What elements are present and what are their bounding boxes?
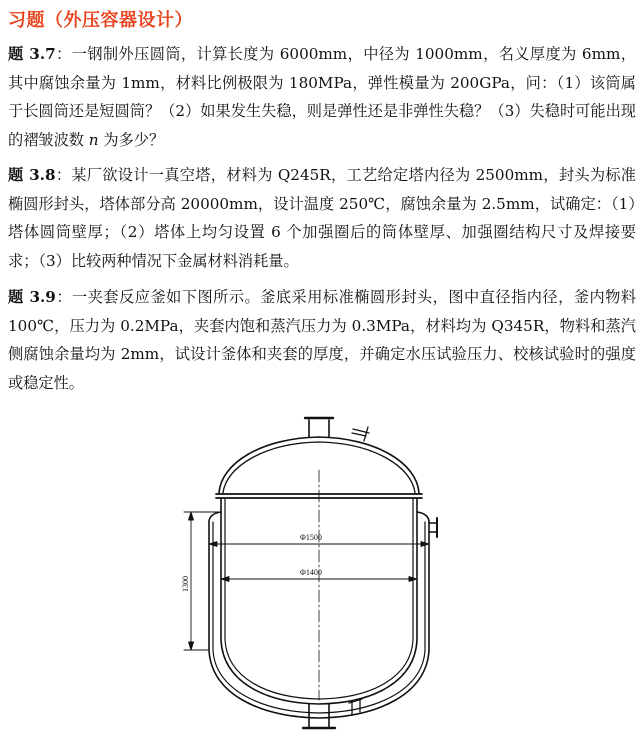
- jacketed-reactor-drawing: [170, 408, 460, 744]
- bottom-nozzle: [303, 704, 335, 728]
- label-height: 1300: [181, 576, 190, 592]
- problem-text: ：一夹套反应釜如下图所示。釜底采用标准椭圆形封头，图中直径指内径，釜内物料 100℃，压力为 0.2MPa，夹套内饱和蒸汽压力为 0.3MPa，材料均为 Q345R，物料和蒸汽侧腐蚀余量均为 2mm，试设计釜体和夹套的厚度，并确定水压试验压力、校核试验时的强度或稳定性。: [8, 288, 637, 392]
- problem-3-9: [8, 283, 636, 397]
- variable-n: n: [88, 130, 99, 149]
- problem-text-end: 为多少？: [98, 130, 165, 149]
- problem-label: 题 3.9: [8, 288, 56, 306]
- problem-label: 题 3.8: [8, 166, 56, 184]
- problem-text: ：某厂欲设计一真空塔，材料为 Q245R，工艺给定塔内径为 2500mm，封头为标准椭圆形封头，塔体部分高 20000mm，设计温度 250℃，腐蚀余量为 2.5mm，试确定：（1）塔体圆筒壁厚；（2）塔体上均匀设置 6 个加强圈后的筒体壁厚、加强圈结构尺寸及焊接要求；（3）比较两种情况下金属材料消耗量。: [8, 166, 636, 270]
- label-phi1500: Φ1500: [300, 533, 322, 542]
- page-title: 习题（外压容器设计）: [8, 10, 193, 31]
- label-phi1400: Φ1400: [300, 568, 322, 577]
- problem-text: ：一钢制外压圆筒，计算长度为 6000mm，中径为 1000mm，名义厚度为 6mm，其中腐蚀余量为 1mm，材料比例极限为 180MPa，弹性模量为 200GPa，问：（1）该筒属于长圆筒还是短圆筒？（2）如果发生失稳，则是弹性还是非弹性失稳？（3）失稳时可能出现的褶皱波数: [8, 45, 636, 149]
- top-nozzle: [305, 418, 333, 437]
- problem-3-7: [8, 40, 636, 154]
- problem-3-8: [8, 161, 636, 275]
- jacket-nozzle: [429, 518, 437, 537]
- head-side-pipe: [352, 427, 369, 441]
- problem-label: 题 3.7: [8, 45, 56, 63]
